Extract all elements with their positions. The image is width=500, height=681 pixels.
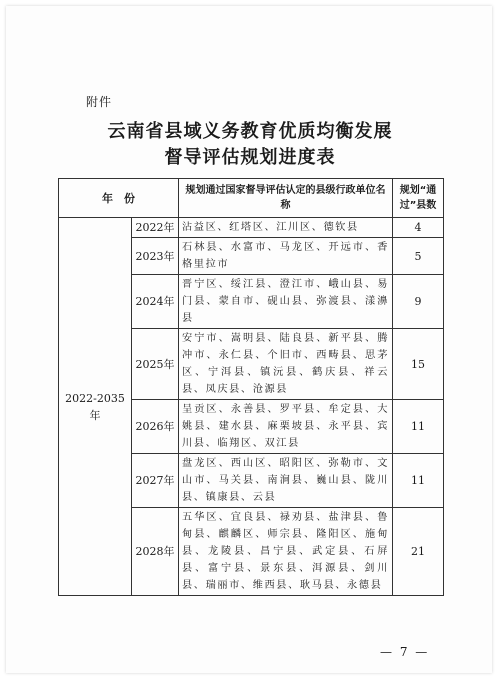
header-names: 规划通过国家督导评估认定的县级行政单位名称	[179, 179, 393, 218]
count-cell: 4	[393, 218, 444, 238]
names-cell: 盘龙区、西山区、昭阳区、弥勒市、文山市、马关县、南涧县、巍山县、陇川县、镇康县、云县	[179, 454, 393, 508]
table-header-row	[59, 179, 444, 218]
count-cell: 21	[393, 508, 444, 596]
period-cell: 2022-2035年	[59, 218, 132, 596]
names-cell: 沾益区、红塔区、江川区、德钦县	[179, 218, 393, 238]
names-cell: 安宁市、嵩明县、陆良县、新平县、腾冲市、永仁县、个旧市、西畴县、思茅区、宁洱县、镇沅县、鹤庆县、祥云县、凤庆县、沧源县	[179, 329, 393, 400]
year-cell: 2028年	[132, 508, 179, 596]
table-row	[59, 218, 444, 238]
names-cell: 呈贡区、永善县、罗平县、牟定县、大姚县、建水县、麻栗坡县、永平县、宾川县、临翔区、双江县	[179, 400, 393, 454]
attachment-label: 附件	[86, 95, 113, 109]
count-cell: 11	[393, 400, 444, 454]
count-cell: 15	[393, 329, 444, 400]
names-cell: 石林县、水富市、马龙区、开远市、香格里拉市	[179, 238, 393, 275]
count-cell: 9	[393, 275, 444, 329]
year-cell: 2026年	[132, 400, 179, 454]
count-cell: 5	[393, 238, 444, 275]
year-cell: 2022年	[132, 218, 179, 238]
year-cell: 2024年	[132, 275, 179, 329]
document-title-line1: 云南省县域义务教育优质均衡发展	[107, 121, 393, 142]
year-cell: 2023年	[132, 238, 179, 275]
year-cell: 2027年	[132, 454, 179, 508]
document-title-line2: 督导评估规划进度表	[164, 147, 336, 168]
header-count: 规划“通过”县数	[393, 179, 444, 218]
page-number: — 7 —	[380, 645, 430, 659]
year-cell: 2025年	[132, 329, 179, 400]
header-year: 年 份	[59, 179, 179, 218]
count-cell: 11	[393, 454, 444, 508]
schedule-table	[58, 178, 444, 596]
names-cell: 五华区、宜良县、禄劝县、盐津县、鲁甸县、麒麟区、师宗县、隆阳区、施甸县、龙陵县、昌宁县、武定县、石屏县、富宁县、景东县、洱源县、剑川县、瑞丽市、维西县、耿马县、永德县	[179, 508, 393, 596]
names-cell: 晋宁区、绥江县、澄江市、峨山县、易门县、蒙自市、砚山县、弥渡县、漾濞县	[179, 275, 393, 329]
